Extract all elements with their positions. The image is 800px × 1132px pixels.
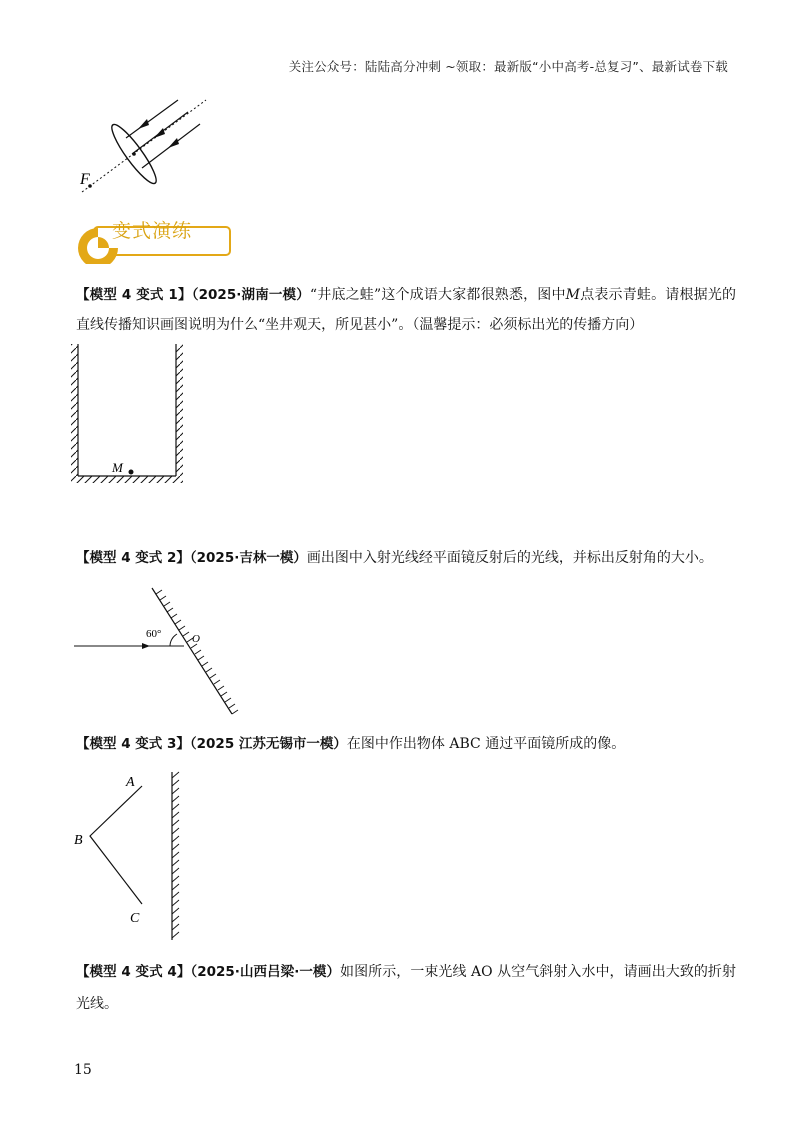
well-figure <box>68 340 188 490</box>
question-tag: 【模型 4 变式 3】 <box>76 736 190 752</box>
question-source: （2025 江苏无锡市一模） <box>189 736 347 752</box>
question-2 <box>76 543 736 573</box>
question-source: （2025·吉林一模） <box>189 550 307 566</box>
label-b: B <box>74 833 83 848</box>
section-title: 变式演练 <box>112 220 193 242</box>
mirror-figure <box>70 582 245 722</box>
question-text: 如图所示，一束光线 AO 从空气斜射入水中，请画出大致的折射光线。 <box>76 964 736 1012</box>
object-mirror-figure <box>68 764 198 946</box>
question-1 <box>76 280 736 340</box>
frog-label: M <box>112 460 123 475</box>
variable-m: M <box>565 287 581 303</box>
question-source: （2025·湖南一模） <box>191 287 310 303</box>
question-3 <box>76 729 736 759</box>
question-tag: 【模型 4 变式 2】 <box>76 550 190 566</box>
focus-label: F <box>80 171 90 188</box>
question-source: （2025·山西吕梁·一模） <box>190 964 341 980</box>
lens-figure <box>70 92 220 202</box>
question-4 <box>76 956 736 1020</box>
label-a: A <box>126 775 135 790</box>
question-text: 在图中作出物体 ABC 通过平面镜所成的像。 <box>346 736 626 752</box>
label-c: C <box>130 911 140 926</box>
page-number: 15 <box>74 1062 92 1078</box>
page-header: 关注公众号：陆陆高分冲刺 ~领取：最新版“小中高考-总复习”、最新试卷下载 <box>288 59 728 74</box>
question-tag: 【模型 4 变式 1】 <box>76 287 192 303</box>
question-text-cont: 点表示青蛙。请根据光的直线传播知识画图说明为什么“坐井观天，所见甚小”。（温馨提示：必须标出光的传播方向） <box>76 287 737 333</box>
point-o-label: O <box>192 633 200 645</box>
angle-label: 60° <box>146 628 162 640</box>
question-text: “井底之蛙”这个成语大家都很熟悉，图中 <box>309 287 566 303</box>
question-text: 画出图中入射光线经平面镜反射后的光线，并标出反射角的大小。 <box>306 550 713 566</box>
question-tag: 【模型 4 变式 4】 <box>76 964 191 980</box>
